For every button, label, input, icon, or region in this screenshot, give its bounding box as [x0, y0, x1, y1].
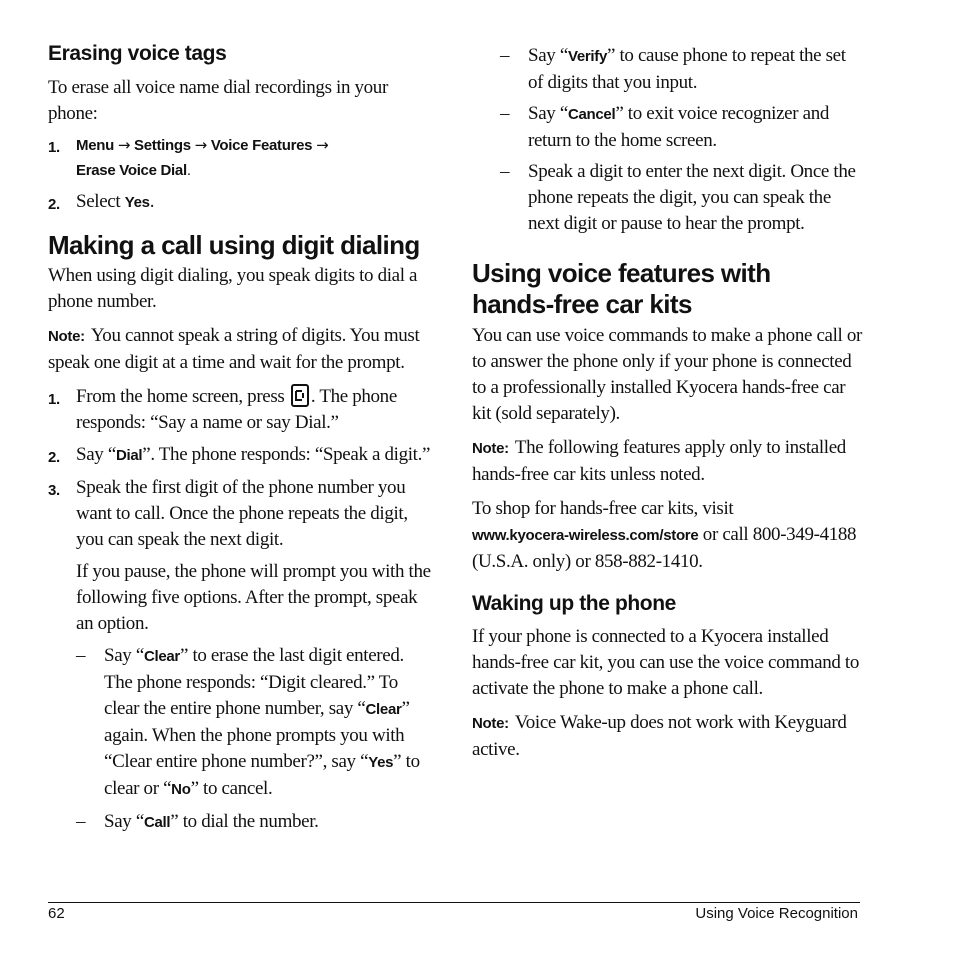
- phone-talk-key-icon: [291, 384, 309, 407]
- period: .: [149, 191, 155, 212]
- step-number: 2.: [48, 449, 60, 466]
- dash-bullet: –: [500, 103, 510, 124]
- option-text: ” to cause phone to repeat the set of digits that you input.: [528, 45, 846, 93]
- period: .: [186, 162, 191, 179]
- digit-step-1: [48, 384, 436, 436]
- hands-free-intro: You can use voice commands to make a phone call or to answer the phone only if your phone is connected to a professionally installed Kyocera hands-free car kit (sold separately).: [472, 325, 863, 424]
- dash-bullet: –: [500, 161, 510, 182]
- keyword-verify: Verify: [567, 48, 607, 65]
- keyword-yes: Yes: [368, 754, 394, 771]
- option-text: Say “: [104, 811, 144, 832]
- note-label: Note:: [472, 715, 509, 732]
- digit-dialing-intro: When using digit dialing, you speak digits to dial a phone number.: [48, 265, 418, 312]
- section-heading-digit-dialing: Making a call using digit dialing: [48, 230, 420, 260]
- note-text: Voice Wake-up does not work with Keyguard active.: [472, 712, 847, 760]
- option-speak-digit: [500, 159, 864, 237]
- keyword-clear: Clear: [365, 701, 402, 718]
- note-text: You cannot speak a string of digits. You must speak one digit at a time and wait for the prompt.: [48, 325, 420, 373]
- arrow-right-icon: →: [194, 136, 207, 154]
- step-number: 3.: [48, 482, 60, 499]
- footer-section-title: Using Voice Recognition: [695, 905, 858, 922]
- menu-path: [76, 133, 436, 183]
- keyword-call: Call: [143, 814, 171, 831]
- left-column: [48, 38, 436, 836]
- shop-paragraph: [472, 496, 864, 575]
- option-text: Speak a digit to enter the next digit. Once the phone repeats the digit, you can speak the next digit or pause to hear the prompt.: [528, 161, 856, 234]
- step-text: From the home screen, press: [76, 386, 289, 407]
- menu-path-item-menu: Menu: [76, 137, 114, 154]
- menu-path-item-settings: Settings: [134, 137, 191, 154]
- menu-path-item-voice-features: Voice Features: [210, 137, 313, 154]
- keyword-yes: Yes: [124, 194, 150, 211]
- step-text: Speak the first digit of the phone number you want to call. Once the phone repeats the digit, you can speak the next digit.: [76, 477, 408, 550]
- kyocera-store-link[interactable]: www.kyocera-wireless.com/store: [472, 527, 699, 544]
- page-number: 62: [48, 905, 65, 922]
- waking-up-text: If your phone is connected to a Kyocera installed hands-free car kit, you can use the voice command to activate the phone to make a phone call.: [472, 626, 859, 699]
- section-heading-erasing-voice-tags: Erasing voice tags: [48, 42, 227, 65]
- digit-step-3: [48, 475, 436, 553]
- dash-bullet: –: [76, 645, 86, 666]
- step-number: 2.: [48, 196, 60, 213]
- step-text: Select: [76, 191, 125, 212]
- option-verify: [500, 43, 864, 96]
- dash-bullet: –: [76, 811, 86, 832]
- step-text-cont: . The phone responds: “Say a name or say Dial.”: [76, 386, 397, 433]
- hands-free-note: [472, 435, 864, 488]
- step-text-cont: ”. The phone responds: “Speak a digit.”: [142, 444, 431, 465]
- note-label: Note:: [472, 440, 509, 457]
- option-call: [76, 809, 436, 836]
- footer-rule: [48, 902, 860, 903]
- arrow-right-icon: →: [316, 136, 329, 154]
- step-text: Say “: [76, 444, 116, 465]
- keyword-no: No: [171, 781, 191, 798]
- option-text: ” to dial the number.: [170, 811, 319, 832]
- menu-path-item-erase-voice-dial: Erase Voice Dial: [76, 162, 187, 179]
- note-text: The following features apply only to installed hands-free car kits unless noted.: [472, 437, 846, 485]
- step-number: 1.: [48, 139, 60, 156]
- shop-text-cont: or call 800-349-4188 (U.S.A. only) or 858-882-1410.: [472, 524, 857, 572]
- option-text: Say “: [104, 645, 144, 666]
- option-text: Say “: [528, 45, 568, 66]
- pause-paragraph: If you pause, the phone will prompt you with the following five options. After the prompt, speak an option.: [76, 561, 431, 634]
- dash-bullet: –: [500, 45, 510, 66]
- option-text: ” to erase the last digit entered. The phone responds: “Digit cleared.” To clear the entire phone number, say “: [104, 645, 404, 719]
- keyword-clear: Clear: [143, 648, 180, 665]
- section-heading-hands-free: Using voice features with hands-free car kits: [472, 258, 771, 319]
- option-text: ” again. When the phone prompts you with “Clear entire phone number?”, say “: [104, 698, 410, 772]
- digit-step-2: [48, 442, 436, 469]
- section-heading-waking-up: Waking up the phone: [472, 592, 676, 615]
- erasing-intro: To erase all voice name dial recordings in your phone:: [48, 77, 388, 124]
- keyword-cancel: Cancel: [567, 106, 616, 123]
- waking-up-note: [472, 710, 864, 763]
- option-text: Say “: [528, 103, 568, 124]
- digit-dialing-note: [48, 323, 436, 376]
- option-text: ” to cancel.: [190, 778, 273, 799]
- option-clear: [76, 643, 436, 803]
- erasing-step-1: [48, 133, 436, 183]
- keyword-dial: Dial: [115, 447, 143, 464]
- erasing-step-2: [48, 189, 436, 216]
- shop-text: To shop for hands-free car kits, visit: [472, 498, 734, 519]
- right-column: [472, 38, 864, 763]
- note-label: Note:: [48, 328, 85, 345]
- arrow-right-icon: →: [117, 136, 131, 154]
- option-text: ” to clear or “: [104, 751, 420, 799]
- option-text: ” to exit voice recognizer and return to the home screen.: [528, 103, 830, 151]
- step-number: 1.: [48, 391, 60, 408]
- option-cancel: [500, 101, 864, 154]
